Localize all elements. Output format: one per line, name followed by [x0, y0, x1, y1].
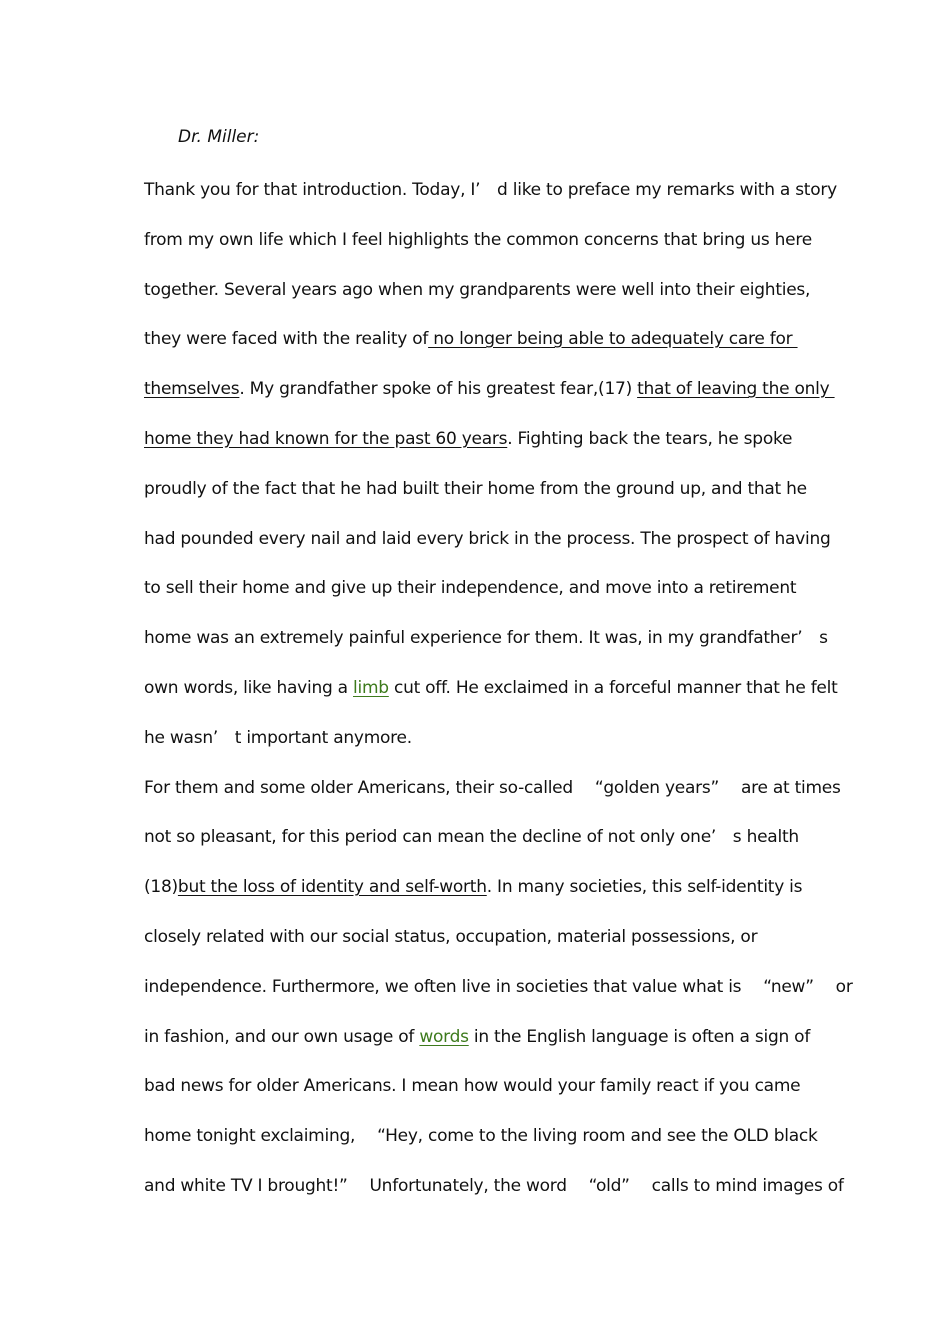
text-segment: in fashion, and our own usage of: [144, 1027, 420, 1047]
text-segment: they were faced with the reality of: [144, 329, 429, 349]
underlined-text: themselves: [144, 379, 240, 399]
text-segment: home was an extremely painful experience for them. It was, in my grandfather’ s: [144, 628, 828, 648]
speaker-colon: :: [253, 127, 260, 147]
glossary-link[interactable]: limb: [353, 678, 389, 698]
text-line: [144, 178, 837, 202]
text-segment: For them and some older Americans, their so-called “golden years” are at times: [144, 778, 841, 798]
text-segment: . In many societies, this self-identity is: [486, 877, 803, 897]
text-segment: closely related with our social status, occupation, material possessions, or: [144, 927, 758, 947]
text-segment: (18): [144, 877, 178, 897]
text-line: [144, 278, 824, 302]
text-segment: he wasn’ t important anymore.: [144, 728, 412, 748]
text-line: [144, 1124, 824, 1148]
text-line: [144, 427, 824, 451]
text-line: [144, 776, 841, 800]
text-segment: not so pleasant, for this period can mean the decline of not only one’ s health: [144, 827, 799, 847]
text-segment: together. Several years ago when my grandparents were well into their eighties,: [144, 280, 811, 300]
text-segment: to sell their home and give up their independence, and move into a retirement: [144, 578, 797, 598]
text-line: [144, 327, 824, 351]
text-line: [144, 377, 835, 401]
text-line: [144, 676, 838, 700]
text-line: [144, 626, 828, 650]
text-line: [144, 875, 824, 899]
text-line: [144, 1025, 824, 1049]
text-segment: and white TV I brought!” Unfortunately, the word “old” calls to mind images of: [144, 1176, 844, 1196]
text-segment: home tonight exclaiming, “Hey, come to the living room and see the OLD black: [144, 1126, 818, 1146]
text-segment: cut off. He exclaimed in a forceful manner that he felt: [388, 678, 838, 698]
text-segment: from my own life which I feel highlights the common concerns that bring us here: [144, 230, 812, 250]
text-line: [144, 228, 824, 252]
text-line: [144, 1074, 824, 1098]
text-line: [144, 726, 824, 750]
text-segment: own words, like having a: [144, 678, 353, 698]
text-line: [144, 1174, 844, 1198]
text-line: [144, 925, 824, 949]
underlined-text: home they had known for the past 60 years: [144, 429, 508, 449]
speaker-name: [178, 127, 259, 147]
text-segment: Thank you for that introduction. Today, I’ d like to preface my remarks with a story: [144, 180, 837, 200]
text-segment: proudly of the fact that he had built their home from the ground up, and that he: [144, 479, 807, 499]
text-segment: in the English language is often a sign of: [468, 1027, 811, 1047]
text-line: [144, 975, 853, 999]
text-segment: independence. Furthermore, we often live in societies that value what is “new” or: [144, 977, 853, 997]
text-line: [144, 477, 824, 501]
glossary-link[interactable]: words: [419, 1027, 469, 1047]
text-line: [144, 576, 824, 600]
text-segment: had pounded every nail and laid every brick in the process. The prospect of having: [144, 529, 831, 549]
underlined-text: no longer being able to adequately care for: [428, 329, 798, 349]
text-segment: . Fighting back the tears, he spoke: [507, 429, 793, 449]
text-line: [144, 527, 831, 551]
speaker-label: Dr. Miller: [178, 127, 254, 147]
text-segment: bad news for older Americans. I mean how would your family react if you came: [144, 1076, 801, 1096]
underlined-text: that of leaving the only: [637, 379, 835, 399]
text-segment: . My grandfather spoke of his greatest fear,(17): [239, 379, 638, 399]
text-line: [144, 825, 824, 849]
underlined-text: but the loss of identity and self-worth: [177, 877, 487, 897]
